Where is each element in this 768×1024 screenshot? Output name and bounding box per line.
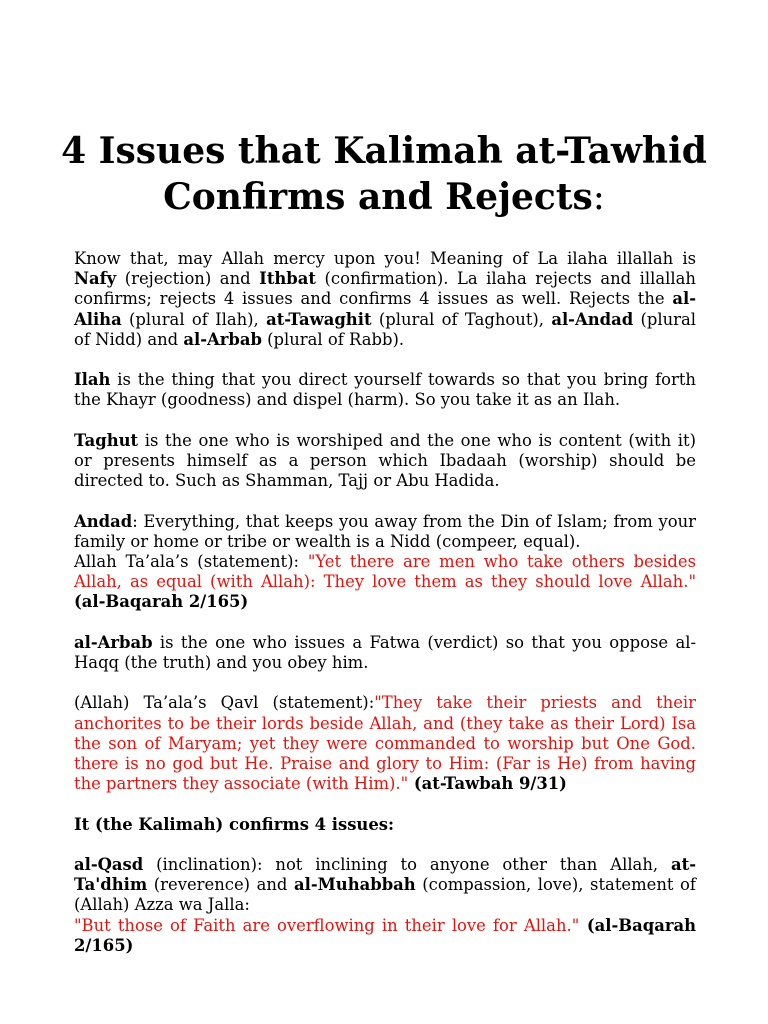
term-andad: Andad [74, 511, 133, 531]
term-al-arbab: al-Arbab [183, 329, 262, 349]
text: (rejection) and [116, 269, 260, 289]
paragraph-andad-quote [74, 552, 696, 613]
quote-reference: (at-Tawbah 9/31) [408, 774, 567, 794]
text: (plural of Ilah), [121, 309, 267, 329]
text: (reverence) and [147, 875, 294, 895]
text: is the one who is worshiped and the one who is content (with it) or presents himself as a person which Ibadaah (worship) should be directed to. Such as Shamman, Tajj or Abu Hadida. [74, 430, 696, 491]
text: Know that, may Allah mercy upon you! Meaning of La ilaha illallah is [74, 249, 696, 268]
text: : Everything, that keeps you away from the Din of Islam; from your family or home or tribe or wealth is a Nidd (compeer, equal). [74, 511, 696, 551]
quran-quote: "But those of Faith are overflowing in their love for Allah." [74, 915, 580, 935]
text: Allah Ta’ala’s (statement): [74, 552, 308, 571]
title-colon: : [592, 177, 605, 218]
document-body [74, 249, 696, 976]
quran-quote: "Yet there are men who take others besides Allah, as equal (with Allah): They love them as they should love Allah." [74, 552, 696, 592]
quote-reference: (al-Baqarah 2/165) [74, 915, 696, 955]
term-at-tadhim: at-Ta'dhim [74, 854, 696, 895]
paragraph-ilah [74, 370, 696, 410]
term-al-aliha: al-Aliha [74, 289, 696, 329]
text: (inclination): not inclining to anyone other than Allah, [143, 854, 671, 874]
text: (plural of Nidd) and [74, 309, 696, 349]
term-ithbat: Ithbat [259, 269, 316, 289]
title-text: 4 Issues that Kalimah at-Tawhid Confirms and Rejects [61, 130, 707, 218]
term-al-qasd: al-Qasd [74, 854, 144, 874]
quote-reference: (al-Baqarah 2/165) [74, 592, 249, 612]
text: (plural of Rabb). [261, 329, 405, 349]
term-taghut: Taghut [74, 430, 139, 450]
text: (Allah) Ta’ala’s Qavl (statement): [74, 693, 375, 713]
paragraph-confirms-heading [74, 815, 696, 835]
paragraph-taghut [74, 431, 696, 492]
text: (plural of Taghout), [371, 309, 552, 329]
term-al-muhabbah: al-Muhabbah [294, 875, 416, 895]
paragraph-meaning [74, 249, 696, 350]
paragraph-qasd [74, 855, 696, 916]
quran-quote: "They take their priests and their anchorites to be their lords beside Allah, and (they take as their Lord) Isa the son of Maryam; yet they were commanded to worship but One God. there is no god but He. Praise and glory to Him: (Far is He) from having the partners they associate (with Him)." [74, 693, 696, 794]
paragraph-arbab [74, 633, 696, 673]
text: (confirmation). La ilaha rejects and illallah confirms; rejects 4 issues and confirms 4 issues as well. Rejects the [74, 269, 696, 309]
term-at-tawaghit: at-Tawaghit [266, 309, 372, 329]
term-ilah: Ilah [74, 370, 111, 390]
paragraph-tawbah-quote [74, 693, 696, 794]
paragraph-andad [74, 512, 696, 552]
term-al-andad: al-Andad [551, 309, 634, 329]
text: is the thing that you direct yourself towards so that you bring forth the Khayr (goodness) and dispel (harm). So you take it as an Ilah. [74, 370, 696, 410]
text: (compassion, love), statement of (Allah) Azza wa Jalla: [74, 875, 696, 915]
section-heading: It (the Kalimah) confirms 4 issues: [74, 814, 395, 834]
page-title [40, 128, 728, 221]
text: is the one who issues a Fatwa (verdict) so that you oppose al-Haqq (the truth) and you obey him. [74, 632, 696, 672]
term-nafy: Nafy [74, 269, 117, 289]
paragraph-baqarah-quote [74, 916, 696, 956]
term-arbab: al-Arbab [74, 632, 153, 652]
